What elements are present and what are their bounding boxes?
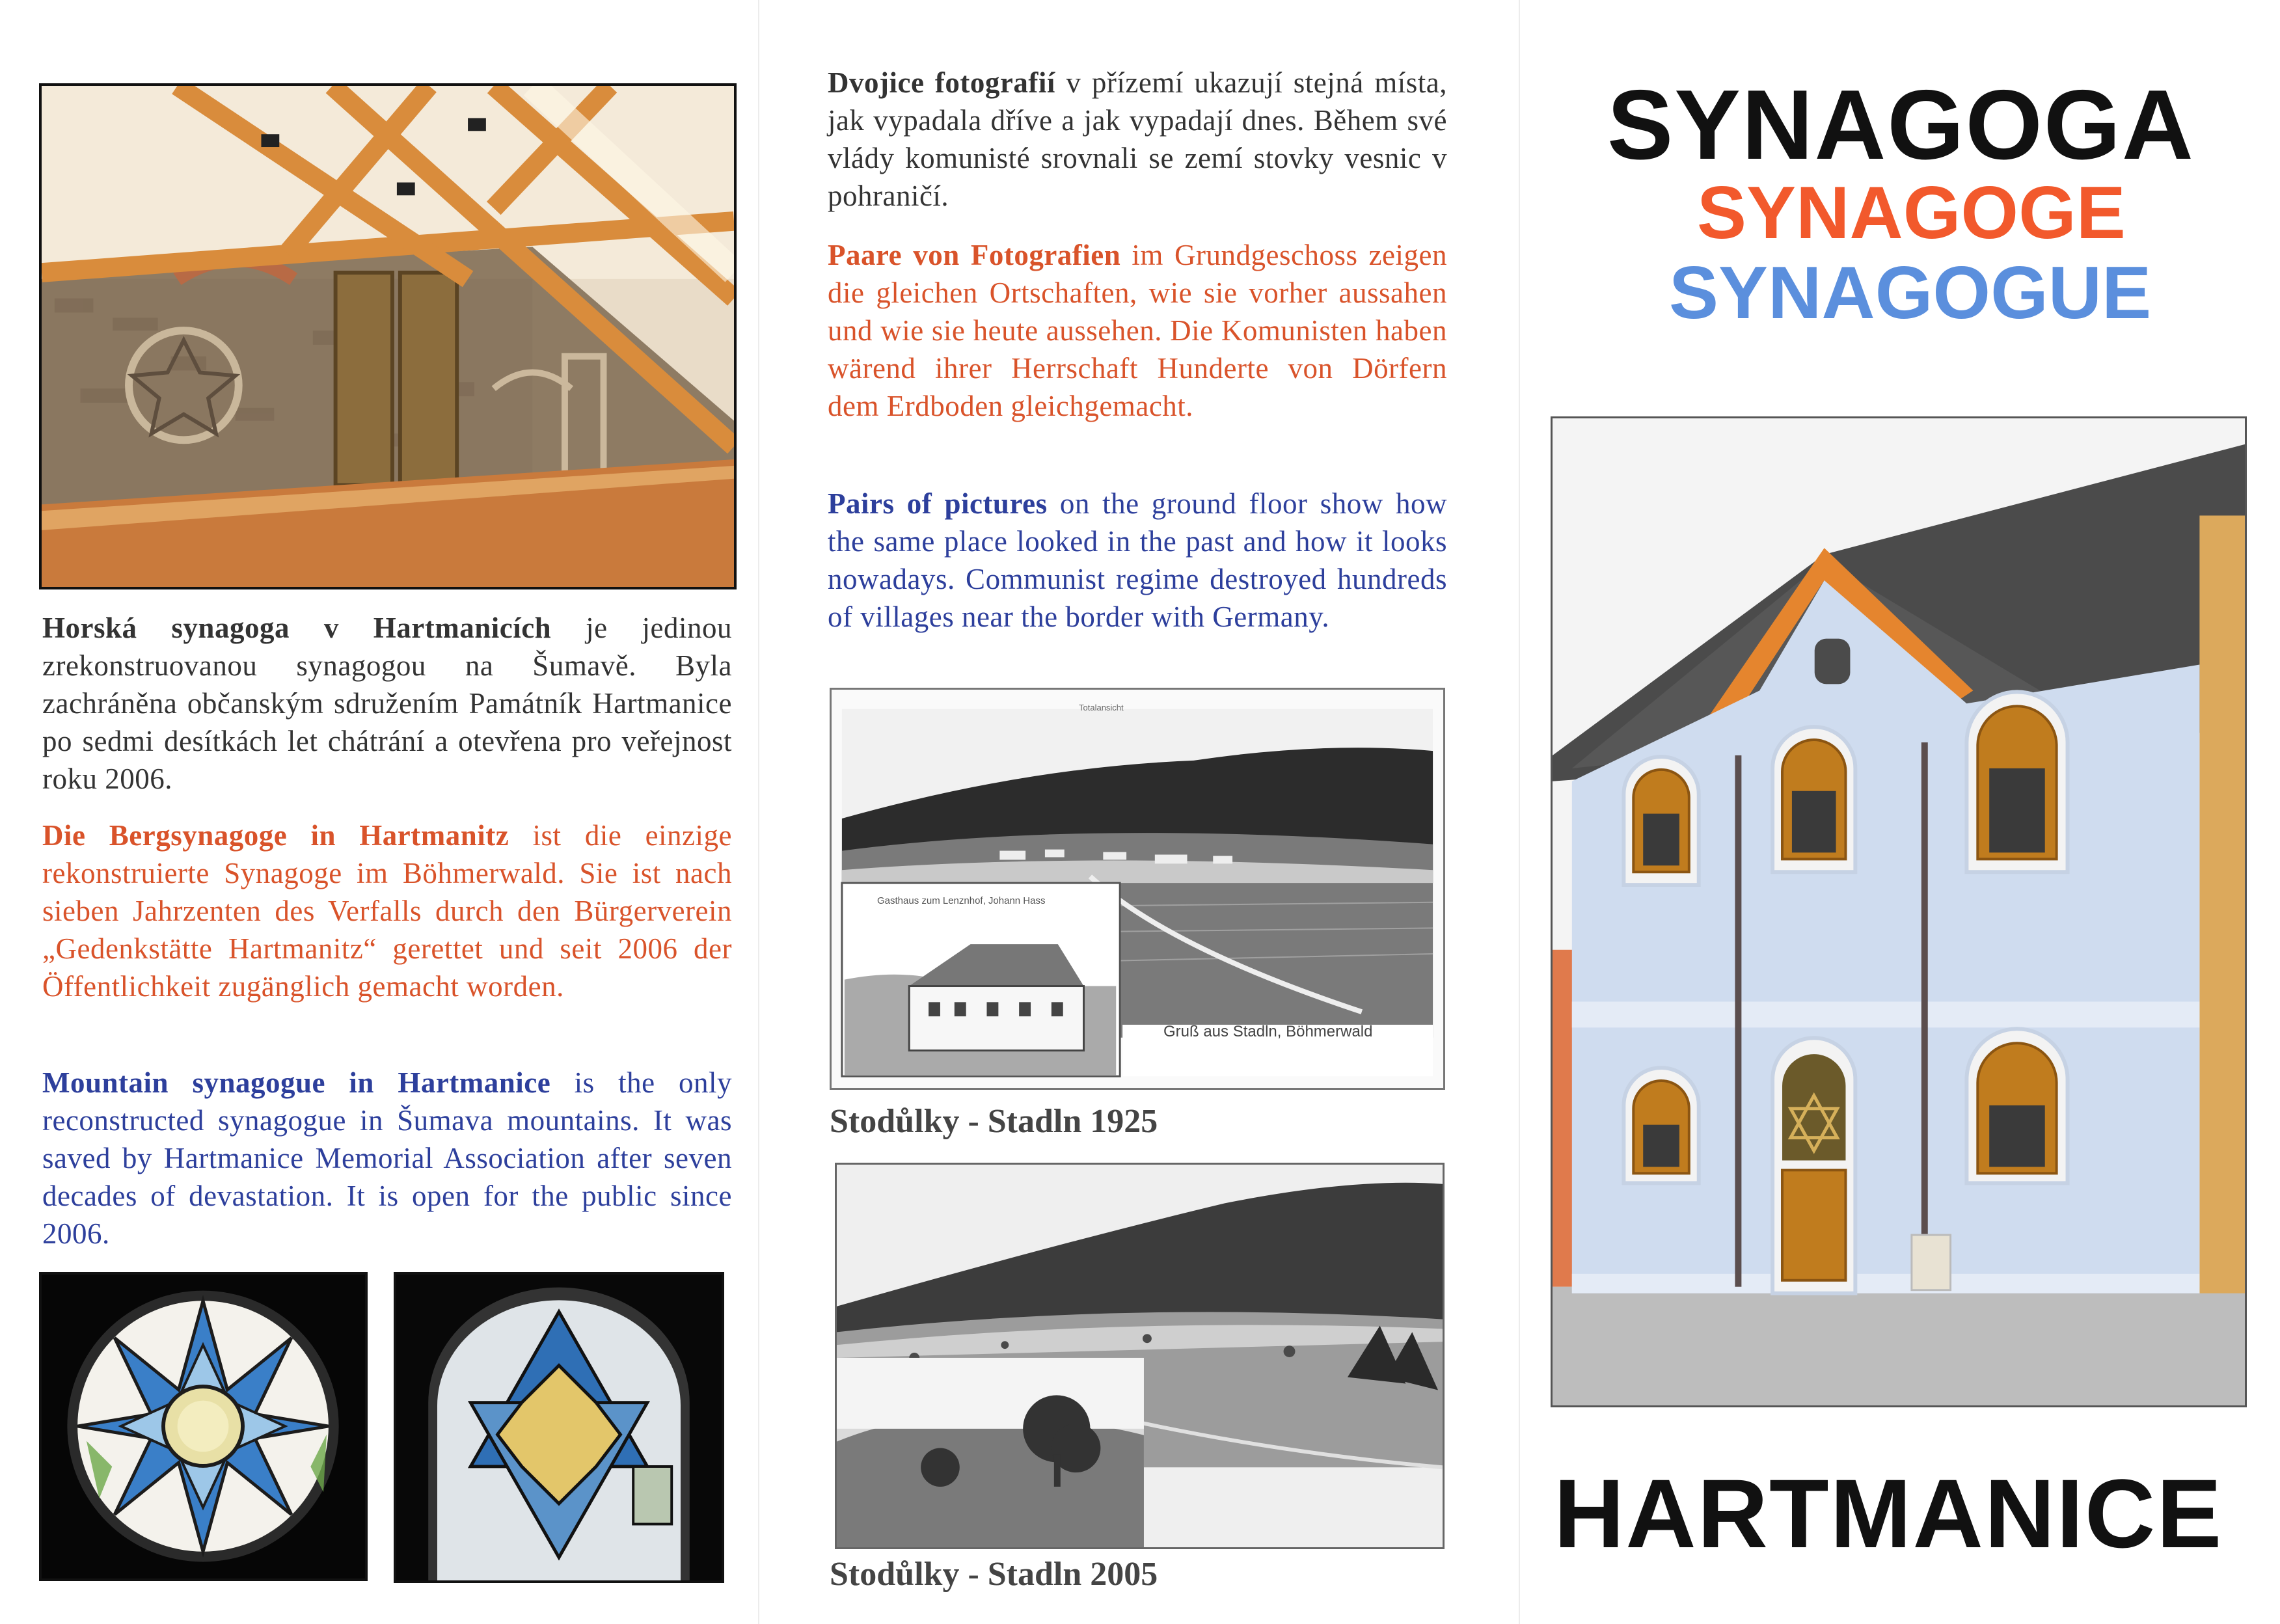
attic-interior-photo — [39, 83, 737, 589]
caption-2005: Stodůlky - Stadln 2005 — [830, 1556, 1158, 1593]
cz-text-left — [42, 609, 732, 798]
postcard-greeting-text: Gruß aus Stadln, Böhmerwald — [1163, 1023, 1373, 1040]
cz-text-middle — [828, 64, 1447, 215]
cz-body-middle: v přízemí ukazují stejná místa, jak vypadala dříve a jak vypadají dnes. Během své vlády komunisté srovnali se zemí stovky vesnic v pohraničí. — [828, 66, 1447, 212]
de-text-middle — [828, 236, 1447, 425]
en-body-left: is the only reconstructed synagogue in Šumava mountains. It was saved by Hartmanice Memorial Association after seven decades of devastation. It is open for the public since 2006. — [42, 1066, 732, 1250]
title-synagoge: SYNAGOGE — [1697, 172, 2126, 254]
de-text-left — [42, 817, 732, 1005]
de-lead-middle: Paare von Fotografien — [828, 239, 1121, 271]
round-star-window-photo — [39, 1272, 368, 1581]
de-body-middle: im Grundgeschoss zeigen die gleichen Ortschaften, wie sie vorher aussahen und wie sie heute aussehen. Die Komunisten haben wärend ihrer Herrschaft Hunderte von Dörfern dem Erdboden gleichgemacht. — [828, 239, 1447, 422]
en-text-middle — [828, 485, 1447, 636]
en-body-middle: on the ground floor show how the same place looked in the past and how it looks nowadays. Communist regime destroyed hundreds of villages near the border with Germany. — [828, 487, 1447, 633]
title-synagoga: SYNAGOGA — [1607, 70, 2195, 180]
postcard-inset-text: Gasthaus zum Lenznhof, Johann Hass — [877, 895, 1046, 906]
arched-star-window-photo — [394, 1272, 724, 1583]
stadln-1925-postcard — [830, 688, 1445, 1090]
title-synagogue: SYNAGOGUE — [1669, 252, 2152, 334]
town-name: HARTMANICE — [1554, 1459, 2223, 1568]
postcard-title-text: Totalansicht — [1079, 703, 1124, 712]
fold-line-left — [758, 0, 759, 1624]
en-lead-middle: Pairs of pictures — [828, 487, 1048, 520]
de-body-left: ist die einzige rekonstruierte Synagoge im Böhmerwald. Sie ist nach sieben Jahrzenten des Verfalls durch den Bürgerverein „Gedenkstätte Hartmanitz“ gerettet und seit 2006 der Öffentlichkeit zugänglich gemacht worden. — [42, 819, 732, 1003]
synagogue-building-photo — [1551, 416, 2247, 1407]
stadln-2005-photo — [835, 1163, 1445, 1549]
en-text-left — [42, 1064, 732, 1252]
en-lead-left: Mountain synagogue in Hartmanice — [42, 1066, 551, 1099]
caption-1925: Stodůlky - Stadln 1925 — [830, 1103, 1158, 1140]
cz-body-left: je jedinou zrekonstruovanou synagogou na Šumavě. Byla zachráněna občanským sdružením Památník Hartmanice po sedmi desítkách let chátrání a otevřena pro veřejnost roku 2006. — [42, 612, 732, 795]
cz-lead-middle: Dvojice fotografií — [828, 66, 1055, 99]
cz-lead-left: Horská synagoga v Hartmanicích — [42, 612, 552, 644]
fold-line-right — [1519, 0, 1520, 1624]
de-lead-left: Die Bergsynagoge in Hartmanitz — [42, 819, 509, 852]
